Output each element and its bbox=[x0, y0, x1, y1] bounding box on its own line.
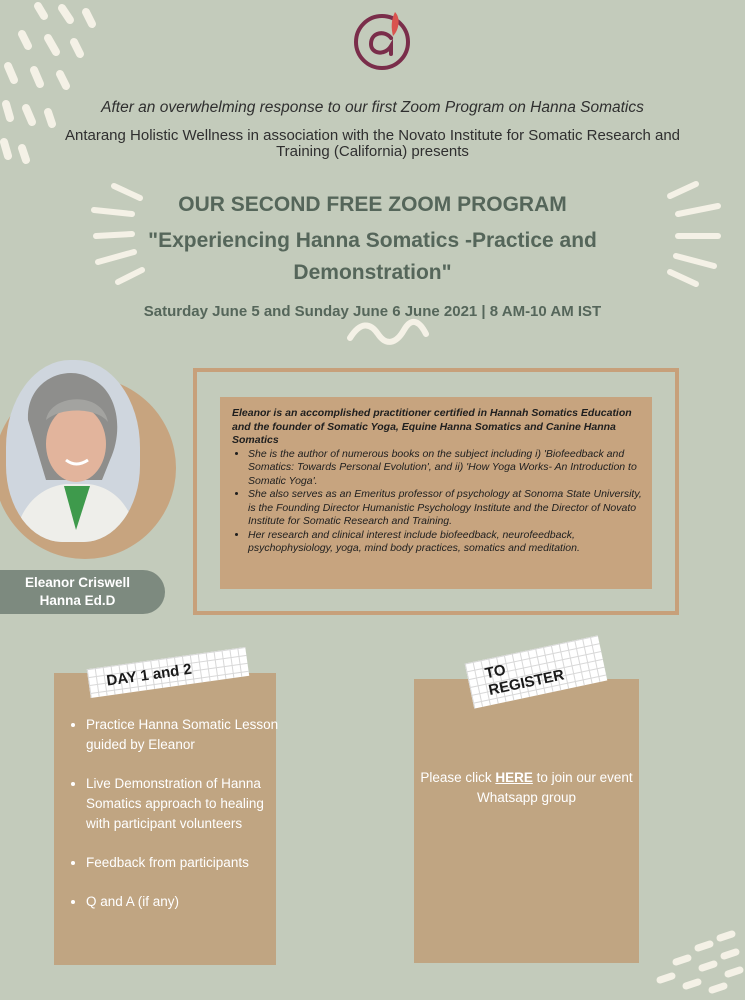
register-text-after: to join our event Whatsapp group bbox=[476, 770, 633, 805]
speaker-bio bbox=[220, 397, 652, 589]
bio-point: • She is the author of numerous books on the subject including i) 'Biofeedback and Somatics: Towards Personal Evolution', and ii) 'How Yoga Works- An Introduction to Somatic Yoga'. bbox=[248, 448, 642, 489]
register-tag: TO REGISTER bbox=[465, 635, 608, 708]
speaker-photo bbox=[6, 360, 140, 542]
register-text-before: Please click bbox=[420, 770, 496, 785]
speaker-name-line-1: Eleanor Criswell bbox=[24, 575, 131, 590]
program-subtitle: "Experiencing Hanna Somatics -Practice and Demonstration" bbox=[148, 229, 597, 284]
program-list bbox=[72, 715, 286, 931]
antarang-logo bbox=[351, 8, 415, 72]
program-schedule: Saturday June 5 and Sunday June 6 June 2021 | 8 AM-10 AM IST bbox=[143, 303, 602, 320]
decorative-squiggle bbox=[346, 318, 430, 346]
register-card bbox=[414, 679, 639, 963]
register-text bbox=[414, 768, 639, 808]
intro-line-1: After an overwhelming response to our first Zoom Program on Hanna Somatics bbox=[101, 99, 644, 116]
intro-line-2: Antarang Holistic Wellness in association with the Novato Institute for Somatic Research and Training (California) presents bbox=[64, 127, 681, 160]
register-link[interactable]: HERE bbox=[495, 770, 533, 785]
speaker-name bbox=[0, 574, 155, 610]
decorative-dashes-bottom-right bbox=[650, 930, 745, 1000]
program-item: • Live Demonstration of Hanna Somatics approach to healing with participant volunteers bbox=[86, 774, 286, 834]
decorative-rays-right bbox=[652, 178, 732, 288]
decorative-dashes-top-left bbox=[0, 0, 110, 190]
bio-points bbox=[232, 448, 642, 556]
bio-point: • Her research and clinical interest include biofeedback, neurofeedback, psychophysiology, yoga, mind body practices, somatics and meditation. bbox=[248, 529, 642, 556]
bio-lead: Eleanor is an accomplished practitioner certified in Hannah Somatics Education and the founder of Somatic Yoga, Equine Hanna Somatics and Canine Hanna Somatics bbox=[232, 407, 632, 446]
program-item: • Practice Hanna Somatic Lesson guided by Eleanor bbox=[86, 715, 286, 755]
program-tag: DAY 1 and 2 bbox=[87, 647, 249, 698]
speaker-name-line-2: Hanna Ed.D bbox=[39, 593, 116, 608]
program-item: • Q and A (if any) bbox=[86, 892, 286, 912]
program-item: • Feedback from participants bbox=[86, 853, 286, 873]
program-title: OUR SECOND FREE ZOOM PROGRAM bbox=[178, 193, 567, 216]
bio-point: • She also serves as an Emeritus professor of psychology at Sonoma State University, is the Founding Director Humanistic Psychology Institute and the Director of Novato Institute for Somatic Research and Training. bbox=[248, 488, 642, 529]
